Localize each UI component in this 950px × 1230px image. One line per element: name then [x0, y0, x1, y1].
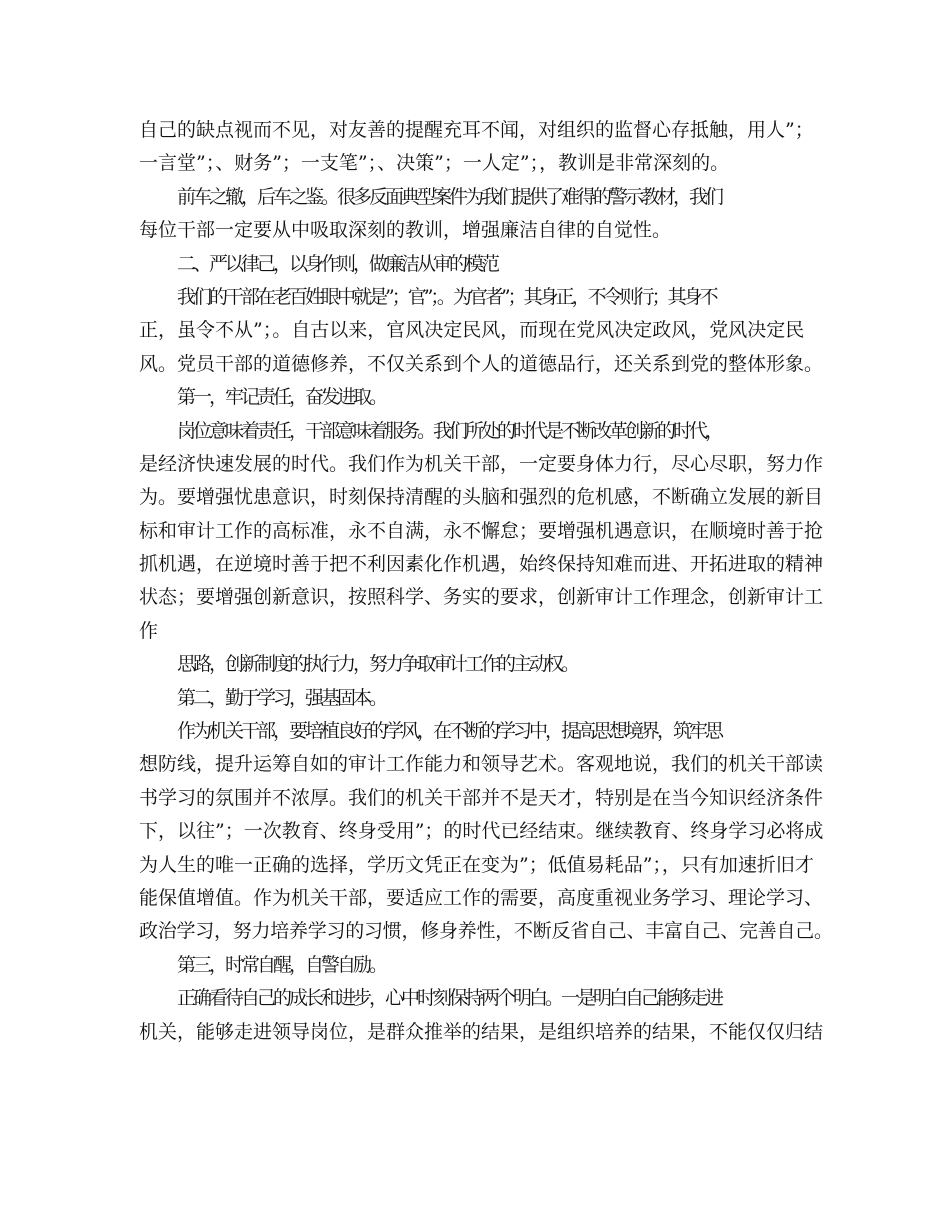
- text-line: 作: [139, 619, 159, 642]
- text-line: 一言堂”；、财务”；一支笔”；、决策”；一人定”；，教训是非常深刻的。: [139, 152, 730, 175]
- text-line: 抓机遇，在逆境时善于把不利因素化作机遇，始终保持知难而进、开拓进取的精神: [139, 553, 824, 576]
- body-text: [139, 114, 839, 1049]
- text-line: 正，虽令不从”；。自古以来，官风决定民风，而现在党风决定政风，党风决定民: [139, 319, 805, 342]
- paragraph-start-line: 二、严以律己，以身作则，做廉洁从审的模范: [177, 252, 498, 275]
- paragraph-start-line: 我们的干部在老百姓眼中就是”；官”；。为官者”；其身正，不令则行；其身不: [177, 285, 716, 308]
- text-line: 下，以往”；一次教育、终身受用”；的时代已经结束。继续教育、终身学习必将成: [139, 820, 824, 843]
- paragraph-start-line: 第三，时常自醒，自警自励。: [177, 953, 386, 976]
- paragraph-start-line: 第一，牢记责任，奋发进取。: [177, 386, 386, 409]
- text-line: 机关，能够走进领导岗位，是群众推举的结果，是组织培养的结果，不能仅仅归结: [139, 1020, 824, 1043]
- text-line: 每位干部一定要从中吸取深刻的教训，增强廉洁自律的自觉性。: [139, 219, 672, 242]
- text-line: 为。要增强忧患意识，时刻保持清醒的头脑和强烈的危机感，不断确立发展的新目: [139, 486, 824, 509]
- text-line: 书学习的氛围并不浓厚。我们的机关干部并不是天才，特别是在当今知识经济条件: [139, 786, 824, 809]
- text-line: 风。党员干部的道德修养，不仅关系到个人的道德品行，还关系到党的整体形象。: [139, 352, 824, 375]
- paragraph-start-line: 前车之辙，后车之鉴。很多反面典型案件为我们提供了难得的警示教材，我们: [177, 185, 722, 208]
- text-line: 状态；要增强创新意识，按照科学、务实的要求，创新审计工作理念，创新审计工: [139, 586, 824, 609]
- text-line: 想防线，提升运筹自如的审计工作能力和领导艺术。客观地说，我们的机关干部读: [139, 753, 824, 776]
- text-line: 自己的缺点视而不见，对友善的提醒充耳不闻，对组织的监督心存抵触，用人”；: [139, 119, 814, 141]
- paragraph-start-line: 作为机关干部，要培植良好的学风，在不断的学习中，提高思想境界，筑牢思: [177, 720, 722, 743]
- paragraph-start-line: 思路，创新制度的执行力，努力争取审计工作的主动权。: [177, 653, 578, 676]
- text-line: 是经济快速发展的时代。我们作为机关干部，一定要身体力行，尽心尽职，努力作: [139, 452, 824, 475]
- paragraph-start-line: 岗位意味着责任，干部意味着服务。我们所处的时代是不断改革创新的时代，: [177, 419, 722, 442]
- text-line: 为人生的唯一正确的选择，学历文凭正在变为”；低值易耗品”；，只有加速折旧才: [139, 853, 814, 876]
- paragraph-start-line: 第二，勤于学习，强基固本。: [177, 686, 386, 709]
- paragraph-start-line: 正确看待自己的成长和进步，心中时刻保持两个明白。一是明白自己能够走进: [177, 987, 722, 1010]
- text-line: 能保值增值。作为机关干部，要适应工作的需要，高度重视业务学习、理论学习、: [139, 886, 824, 909]
- text-line: 标和审计工作的高标准，永不自满，永不懈怠；要增强机遇意识，在顺境时善于抢: [139, 519, 824, 542]
- text-line: 政治学习，努力培养学习的习惯，修身养性，不断反省自己、丰富自己、完善自己。: [139, 920, 833, 943]
